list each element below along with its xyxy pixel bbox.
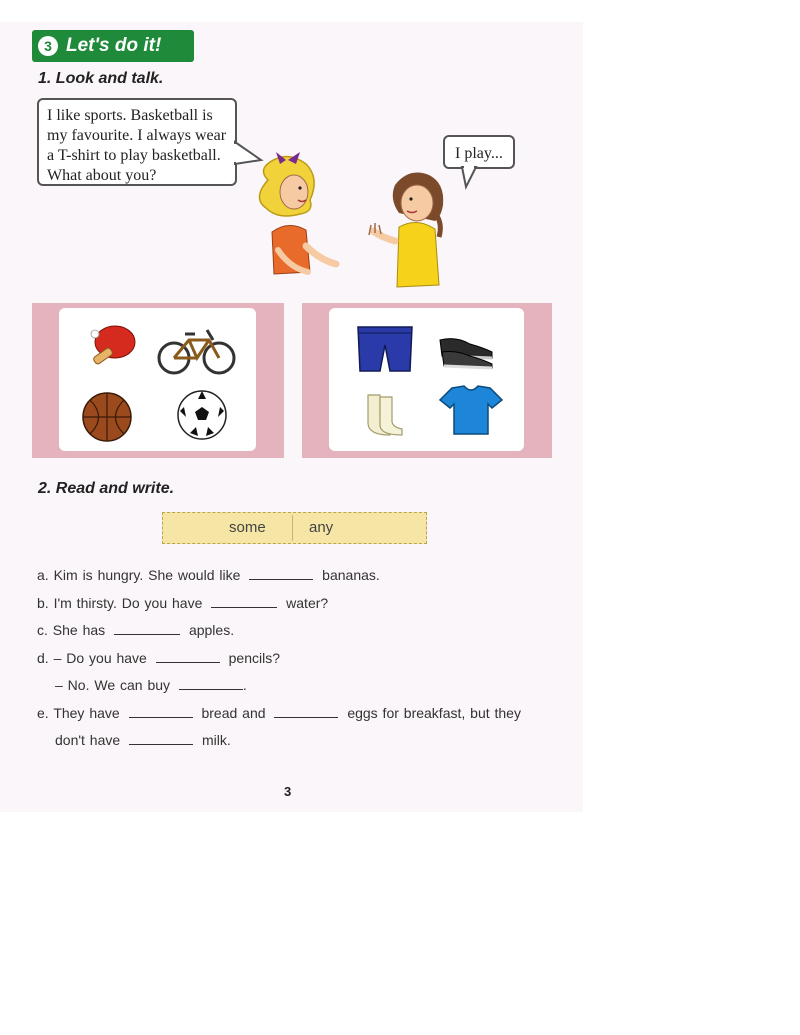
bubble-line: I like sports. Basketball is xyxy=(47,107,213,124)
answer-blank[interactable] xyxy=(211,595,277,608)
page-number: 3 xyxy=(284,784,292,799)
answer-blank[interactable] xyxy=(179,677,243,690)
bubble-line: What about you? xyxy=(47,167,157,184)
answer-blank[interactable] xyxy=(129,705,193,718)
sneakers-icon xyxy=(436,330,496,370)
unit-badge xyxy=(32,30,194,62)
section-2-title: 2. Read and write. xyxy=(38,480,175,497)
socks-icon xyxy=(360,393,408,438)
basketball-icon xyxy=(80,390,135,445)
answer-blank[interactable] xyxy=(249,567,313,580)
clothes-panel xyxy=(302,303,552,458)
exercise-b xyxy=(37,595,328,611)
exercise-text: bananas. xyxy=(322,567,380,583)
exercise-d-question xyxy=(37,650,280,666)
exercise-text: milk. xyxy=(201,732,231,748)
exercise-text: c. She has xyxy=(37,622,106,638)
exercise-text: bread and xyxy=(201,705,266,721)
exercise-e-continued xyxy=(55,732,231,748)
exercise-text: – No. We can buy xyxy=(55,677,171,693)
exercise-text: water? xyxy=(286,595,329,611)
unit-title: Let's do it! xyxy=(66,35,162,56)
t-shirt-icon xyxy=(438,386,504,436)
football-icon xyxy=(176,389,228,441)
exercise-d-answer xyxy=(55,677,247,693)
answer-blank[interactable] xyxy=(274,705,338,718)
bubble-boy-text: I play... xyxy=(455,145,503,162)
girl-illustration xyxy=(248,150,343,290)
shorts-icon xyxy=(356,325,414,373)
exercise-text: b. I'm thirsty. Do you have xyxy=(37,595,203,611)
exercise-text: . xyxy=(242,677,247,693)
word-divider xyxy=(292,515,293,541)
unit-number: 3 xyxy=(38,36,58,56)
word-some: some xyxy=(229,519,266,536)
exercise-text: pencils? xyxy=(228,650,281,666)
exercise-text: a. Kim is hungry. She would like xyxy=(37,567,241,583)
exercise-c xyxy=(37,622,234,638)
ping-pong-paddle-icon xyxy=(85,322,140,372)
exercise-text: don't have xyxy=(55,732,121,748)
exercise-text: eggs for breakfast, but they xyxy=(347,705,521,721)
exercise-e xyxy=(37,705,521,721)
exercise-text: d. – Do you have xyxy=(37,650,147,666)
exercise-text: apples. xyxy=(188,622,235,638)
speech-bubble-girl xyxy=(37,98,237,186)
exercise-a xyxy=(37,567,380,583)
bubble-boy-tail xyxy=(462,167,482,191)
section-1-title: 1. Look and talk. xyxy=(38,70,164,87)
bubble-line: my favourite. I always wear xyxy=(47,127,227,144)
bubble-line: a T-shirt to play basketball. xyxy=(47,147,221,164)
word-bank xyxy=(162,512,427,544)
exercise-text: e. They have xyxy=(37,705,120,721)
answer-blank[interactable] xyxy=(114,622,180,635)
speech-bubble-boy xyxy=(443,135,515,169)
answer-blank[interactable] xyxy=(129,732,193,745)
answer-blank[interactable] xyxy=(156,650,220,663)
word-any: any xyxy=(309,519,334,536)
boy-illustration xyxy=(365,165,460,295)
bicycle-icon xyxy=(157,322,237,377)
